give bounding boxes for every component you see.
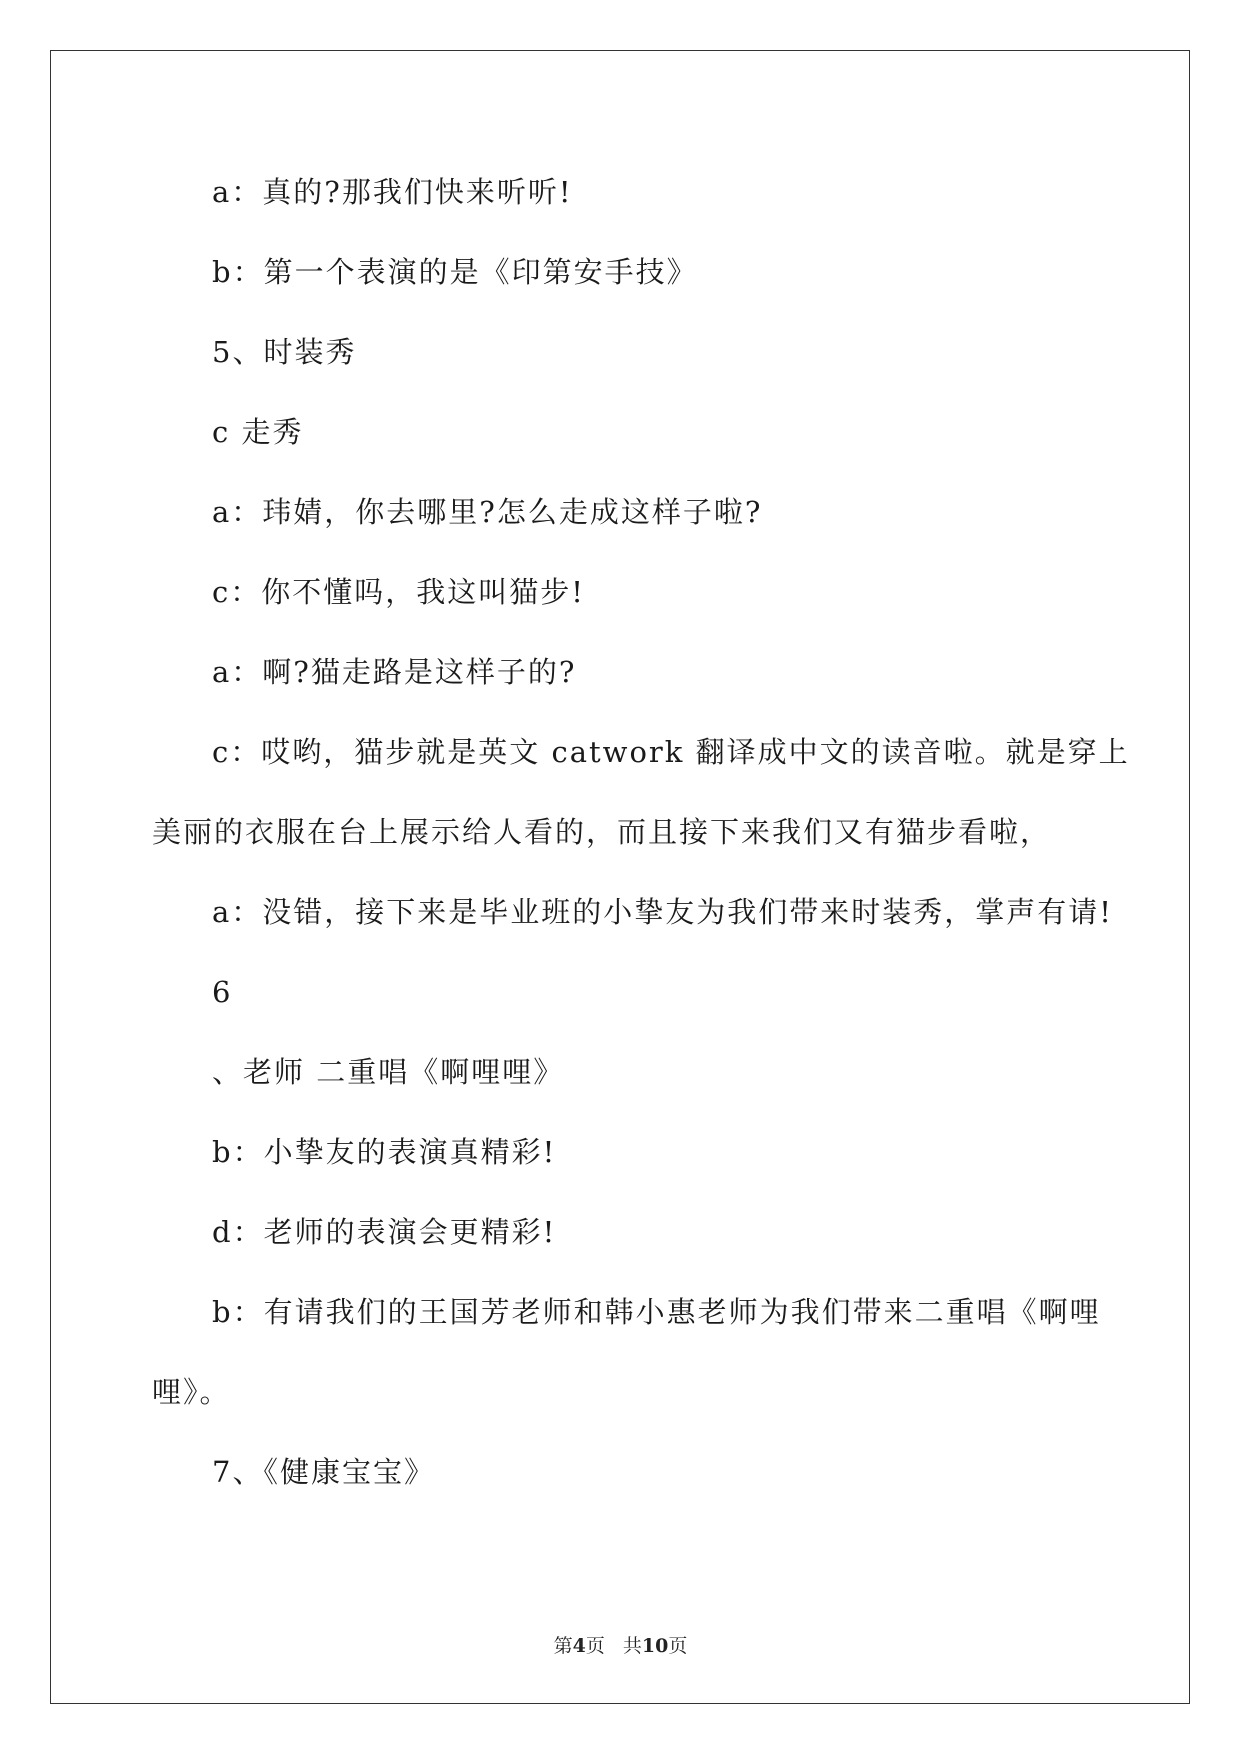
page-prefix: 第 — [553, 1635, 573, 1657]
paragraph-line: 6 — [212, 975, 233, 1009]
page-suffix: 页 — [585, 1635, 605, 1657]
paragraph-line: 7、《健康宝宝》 — [212, 1455, 435, 1489]
paragraph-line: c 走秀 — [212, 415, 304, 449]
paragraph-line: 、老师 二重唱《啊哩哩》 — [212, 1055, 565, 1089]
total-pages: 10 — [641, 1635, 669, 1657]
paragraph-line: 5、时装秀 — [212, 335, 357, 369]
paragraph-line: 美丽的衣服在台上展示给人看的，而且接下来我们又有猫步看啦， — [152, 815, 1052, 849]
paragraph-line: a：玮婧，你去哪里?怎么走成这样子啦? — [212, 495, 763, 529]
page-footer — [0, 1631, 1241, 1658]
paragraph-line: a：真的?那我们快来听听! — [212, 175, 573, 209]
paragraph-line: c：你不懂吗，我这叫猫步! — [212, 575, 585, 609]
paragraph-line: a：没错，接下来是毕业班的小挚友为我们带来时装秀，掌声有请! — [212, 895, 1113, 929]
paragraph-line: b：有请我们的王国芳老师和韩小惠老师为我们带来二重唱《啊哩 — [212, 1295, 1101, 1329]
paragraph-line: b：第一个表演的是《印第安手技》 — [212, 255, 698, 289]
paragraph-line: c：哎哟，猫步就是英文 catwork 翻译成中文的读音啦。就是穿上 — [212, 735, 1130, 769]
page-number: 4 — [572, 1635, 586, 1657]
paragraph-line: d：老师的表演会更精彩! — [212, 1215, 557, 1249]
paragraph-line: a：啊?猫走路是这样子的? — [212, 655, 577, 689]
paragraph-line: 哩》。 — [152, 1375, 231, 1409]
total-suffix: 页 — [668, 1635, 688, 1657]
paragraph-line: b：小挚友的表演真精彩! — [212, 1135, 557, 1169]
total-prefix: 共 — [622, 1635, 642, 1657]
